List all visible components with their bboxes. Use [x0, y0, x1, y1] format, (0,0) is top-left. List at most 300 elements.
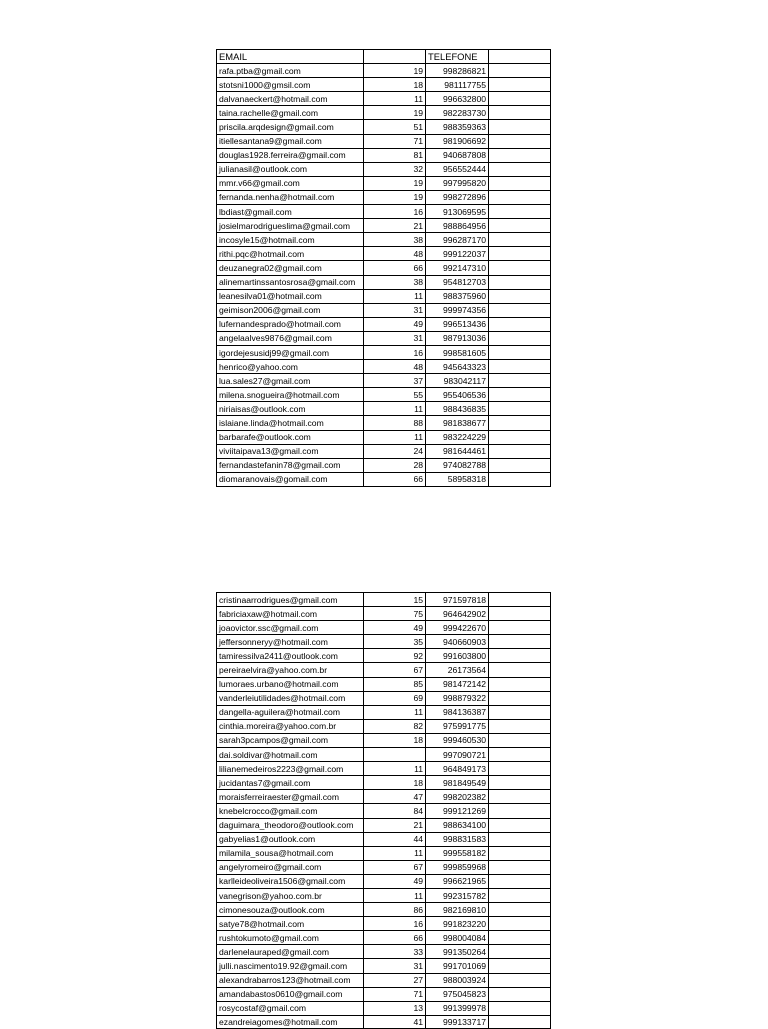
empty-cell [489, 430, 551, 444]
area-code-cell: 18 [364, 78, 426, 92]
phone-cell: 991701069 [426, 959, 489, 973]
email-cell: lumoraes.urbano@hotmail.com [217, 677, 364, 691]
email-cell: julianasil@outlook.com [217, 162, 364, 176]
phone-cell: 999133717 [426, 1015, 489, 1028]
email-cell: niriaisas@outlook.com [217, 402, 364, 416]
area-code-cell: 88 [364, 416, 426, 430]
email-cell: dangella-aguilera@hotmail.com [217, 705, 364, 719]
table-row [217, 472, 551, 486]
email-cell: tamiressilva2411@outlook.com [217, 649, 364, 663]
area-code-cell: 24 [364, 444, 426, 458]
empty-cell [489, 458, 551, 472]
table-row [217, 663, 551, 677]
area-code-cell: 32 [364, 162, 426, 176]
contacts-table-1-body [217, 50, 551, 487]
email-cell: igordejesusidj99@gmail.com [217, 345, 364, 359]
phone-cell: 998272896 [426, 190, 489, 204]
email-cell: julli.nascimento19.92@gmail.com [217, 959, 364, 973]
table-row [217, 621, 551, 635]
empty-cell [489, 219, 551, 233]
table-row [217, 92, 551, 106]
table-row [217, 790, 551, 804]
empty-cell [489, 205, 551, 219]
email-cell: cristinaarrodrigues@gmail.com [217, 593, 364, 607]
table-row [217, 607, 551, 621]
phone-cell: 988634100 [426, 818, 489, 832]
area-code-cell [364, 748, 426, 762]
phone-cell: 981838677 [426, 416, 489, 430]
table-row [217, 148, 551, 162]
email-cell: milamila_sousa@hotmail.com [217, 846, 364, 860]
area-code-cell: 18 [364, 733, 426, 747]
area-code-cell: 11 [364, 846, 426, 860]
empty-cell [489, 959, 551, 973]
email-cell: cimonesouza@outlook.com [217, 903, 364, 917]
empty-cell [489, 931, 551, 945]
phone-cell: 955406536 [426, 388, 489, 402]
table-row [217, 190, 551, 204]
phone-cell: 981117755 [426, 78, 489, 92]
email-cell: lufernandesprado@hotmail.com [217, 317, 364, 331]
table-row [217, 134, 551, 148]
phone-cell: 991350264 [426, 945, 489, 959]
table-row [217, 846, 551, 860]
email-cell: vanderleiutilidades@hotmail.com [217, 691, 364, 705]
empty-cell [489, 917, 551, 931]
phone-cell: 975045823 [426, 987, 489, 1001]
phone-cell: 997995820 [426, 176, 489, 190]
phone-cell: 984136387 [426, 705, 489, 719]
empty-cell [489, 818, 551, 832]
table-row [217, 945, 551, 959]
email-cell: alinemartinssantosrosa@gmail.com [217, 275, 364, 289]
email-cell: rushtokumoto@gmail.com [217, 931, 364, 945]
empty-cell [489, 649, 551, 663]
email-cell: sarah3pcampos@gmail.com [217, 733, 364, 747]
area-code-cell: 13 [364, 1001, 426, 1015]
phone-cell: 998202382 [426, 790, 489, 804]
email-cell: knebelcrocco@gmail.com [217, 804, 364, 818]
table-row [217, 176, 551, 190]
code-column-header [364, 50, 426, 64]
empty-cell [489, 317, 551, 331]
table-row [217, 233, 551, 247]
area-code-cell: 35 [364, 635, 426, 649]
email-cell: jucidantas7@gmail.com [217, 776, 364, 790]
empty-cell [489, 973, 551, 987]
phone-cell: 981849549 [426, 776, 489, 790]
table-row [217, 345, 551, 359]
area-code-cell: 86 [364, 903, 426, 917]
extra-column-header [489, 50, 551, 64]
table-row [217, 705, 551, 719]
area-code-cell: 31 [364, 959, 426, 973]
phone-cell: 998879322 [426, 691, 489, 705]
email-cell: deuzanegra02@gmail.com [217, 261, 364, 275]
header-row [217, 50, 551, 64]
table-row [217, 762, 551, 776]
phone-cell: 981472142 [426, 677, 489, 691]
phone-cell: 971597818 [426, 593, 489, 607]
table-row [217, 402, 551, 416]
table-row [217, 219, 551, 233]
phone-cell: 999122037 [426, 247, 489, 261]
empty-cell [489, 374, 551, 388]
area-code-cell: 49 [364, 317, 426, 331]
table-row [217, 444, 551, 458]
area-code-cell: 19 [364, 106, 426, 120]
email-cell: priscila.arqdesign@gmail.com [217, 120, 364, 134]
email-cell: henrico@yahoo.com [217, 360, 364, 374]
empty-cell [489, 444, 551, 458]
email-cell: ezandreiagomes@hotmail.com [217, 1015, 364, 1028]
empty-cell [489, 832, 551, 846]
phone-cell: 982283730 [426, 106, 489, 120]
area-code-cell: 84 [364, 804, 426, 818]
table-row [217, 931, 551, 945]
area-code-cell: 11 [364, 92, 426, 106]
table-row [217, 458, 551, 472]
area-code-cell: 66 [364, 261, 426, 275]
empty-cell [489, 360, 551, 374]
email-cell: mmr.v66@gmail.com [217, 176, 364, 190]
table-row [217, 874, 551, 888]
contacts-table-1 [216, 49, 551, 487]
empty-cell [489, 903, 551, 917]
phone-cell: 988864956 [426, 219, 489, 233]
empty-cell [489, 1015, 551, 1028]
phone-cell: 964849173 [426, 762, 489, 776]
email-cell: daguimara_theodoro@outlook.com [217, 818, 364, 832]
area-code-cell: 28 [364, 458, 426, 472]
email-cell: itiellesantana9@gmail.com [217, 134, 364, 148]
email-cell: barbarafe@outlook.com [217, 430, 364, 444]
phone-cell: 981644461 [426, 444, 489, 458]
table-row [217, 748, 551, 762]
empty-cell [489, 289, 551, 303]
area-code-cell: 11 [364, 430, 426, 444]
phone-cell: 975991775 [426, 719, 489, 733]
email-cell: taina.rachelle@gmail.com [217, 106, 364, 120]
phone-cell: 997090721 [426, 748, 489, 762]
area-code-cell: 55 [364, 388, 426, 402]
phone-cell: 954812703 [426, 275, 489, 289]
area-code-cell: 82 [364, 719, 426, 733]
area-code-cell: 71 [364, 987, 426, 1001]
email-cell: rithi.pqc@hotmail.com [217, 247, 364, 261]
phone-cell: 999460530 [426, 733, 489, 747]
area-code-cell: 31 [364, 303, 426, 317]
phone-cell: 999422670 [426, 621, 489, 635]
table-row [217, 818, 551, 832]
email-cell: josielmarodrigueslima@gmail.com [217, 219, 364, 233]
email-cell: gabyelias1@outlook.com [217, 832, 364, 846]
empty-cell [489, 106, 551, 120]
phone-cell: 940660903 [426, 635, 489, 649]
empty-cell [489, 621, 551, 635]
email-cell: angelaalves9876@gmail.com [217, 331, 364, 345]
phone-cell: 988003924 [426, 973, 489, 987]
table-row [217, 289, 551, 303]
empty-cell [489, 635, 551, 649]
area-code-cell: 51 [364, 120, 426, 134]
area-code-cell: 18 [364, 776, 426, 790]
table-row [217, 78, 551, 92]
email-cell: leanesilva01@hotmail.com [217, 289, 364, 303]
table-row [217, 593, 551, 607]
area-code-cell: 27 [364, 973, 426, 987]
table-row [217, 1001, 551, 1015]
table-row [217, 303, 551, 317]
table-row [217, 973, 551, 987]
table-row [217, 917, 551, 931]
phone-cell: 974082788 [426, 458, 489, 472]
area-code-cell: 38 [364, 233, 426, 247]
email-cell: fernandastefanin78@gmail.com [217, 458, 364, 472]
empty-cell [489, 846, 551, 860]
table-row [217, 261, 551, 275]
table-row [217, 804, 551, 818]
empty-cell [489, 733, 551, 747]
area-code-cell: 19 [364, 176, 426, 190]
area-code-cell: 67 [364, 860, 426, 874]
area-code-cell: 69 [364, 691, 426, 705]
empty-cell [489, 402, 551, 416]
area-code-cell: 21 [364, 818, 426, 832]
phone-cell: 998004084 [426, 931, 489, 945]
table-row [217, 888, 551, 902]
email-cell: angelyromeiro@gmail.com [217, 860, 364, 874]
table-row [217, 832, 551, 846]
area-code-cell: 48 [364, 360, 426, 374]
area-code-cell: 44 [364, 832, 426, 846]
table-row [217, 776, 551, 790]
area-code-cell: 75 [364, 607, 426, 621]
empty-cell [489, 416, 551, 430]
phone-cell: 999859968 [426, 860, 489, 874]
area-code-cell: 11 [364, 402, 426, 416]
table-row [217, 959, 551, 973]
table-row [217, 275, 551, 289]
table-row [217, 430, 551, 444]
area-code-cell: 11 [364, 289, 426, 303]
area-code-cell: 81 [364, 148, 426, 162]
email-cell: incosyle15@hotmail.com [217, 233, 364, 247]
area-code-cell: 49 [364, 621, 426, 635]
email-cell: milena.snogueira@hotmail.com [217, 388, 364, 402]
email-cell: amandabastos0610@gmail.com [217, 987, 364, 1001]
table-row [217, 1015, 551, 1028]
email-cell: lua.sales27@gmail.com [217, 374, 364, 388]
table-row [217, 860, 551, 874]
table-row [217, 719, 551, 733]
email-cell: viviitaipava13@gmail.com [217, 444, 364, 458]
empty-cell [489, 987, 551, 1001]
area-code-cell: 67 [364, 663, 426, 677]
area-code-cell: 48 [364, 247, 426, 261]
table-row [217, 903, 551, 917]
email-cell: karlleideoliveira1506@gmail.com [217, 874, 364, 888]
phone-cell: 998286821 [426, 64, 489, 78]
email-cell: geimison2006@gmail.com [217, 303, 364, 317]
phone-cell: 983042117 [426, 374, 489, 388]
empty-cell [489, 247, 551, 261]
table-row [217, 64, 551, 78]
phone-cell: 998581605 [426, 345, 489, 359]
empty-cell [489, 162, 551, 176]
empty-cell [489, 303, 551, 317]
phone-column-header: TELEFONE [426, 50, 489, 64]
area-code-cell: 16 [364, 205, 426, 219]
phone-cell: 992147310 [426, 261, 489, 275]
table-row [217, 649, 551, 663]
table-row [217, 416, 551, 430]
area-code-cell: 19 [364, 190, 426, 204]
table-row [217, 677, 551, 691]
empty-cell [489, 607, 551, 621]
email-cell: cinthia.moreira@yahoo.com.br [217, 719, 364, 733]
empty-cell [489, 719, 551, 733]
email-column-header: EMAIL [217, 50, 364, 64]
empty-cell [489, 945, 551, 959]
contacts-table-2-body [217, 593, 551, 1029]
empty-cell [489, 691, 551, 705]
empty-cell [489, 677, 551, 691]
phone-cell: 982169810 [426, 903, 489, 917]
email-cell: darlenelauraped@gmail.com [217, 945, 364, 959]
area-code-cell: 37 [364, 374, 426, 388]
area-code-cell: 19 [364, 64, 426, 78]
empty-cell [489, 92, 551, 106]
table-row [217, 388, 551, 402]
empty-cell [489, 804, 551, 818]
table-row [217, 317, 551, 331]
table-row [217, 691, 551, 705]
email-cell: alexandrabarros123@hotmail.com [217, 973, 364, 987]
phone-cell: 988359363 [426, 120, 489, 134]
phone-cell: 988375960 [426, 289, 489, 303]
email-cell: stotsni1000@gmsil.com [217, 78, 364, 92]
empty-cell [489, 888, 551, 902]
email-cell: diomaranovais@gomail.com [217, 472, 364, 486]
email-cell: vanegrison@yahoo.com.br [217, 888, 364, 902]
empty-cell [489, 233, 551, 247]
area-code-cell: 92 [364, 649, 426, 663]
email-cell: lilianemedeiros2223@gmail.com [217, 762, 364, 776]
phone-cell: 999121269 [426, 804, 489, 818]
area-code-cell: 15 [364, 593, 426, 607]
empty-cell [489, 874, 551, 888]
phone-cell: 988436835 [426, 402, 489, 416]
empty-cell [489, 64, 551, 78]
table-row [217, 733, 551, 747]
empty-cell [489, 1001, 551, 1015]
area-code-cell: 71 [364, 134, 426, 148]
email-cell: fernanda.nenha@hotmail.com [217, 190, 364, 204]
phone-cell: 981906692 [426, 134, 489, 148]
area-code-cell: 21 [364, 219, 426, 233]
phone-cell: 999974356 [426, 303, 489, 317]
email-cell: moraisferreiraester@gmail.com [217, 790, 364, 804]
empty-cell [489, 705, 551, 719]
phone-cell: 58958318 [426, 472, 489, 486]
phone-cell: 940687808 [426, 148, 489, 162]
phone-cell: 996287170 [426, 233, 489, 247]
email-cell: lbdiast@gmail.com [217, 205, 364, 219]
email-cell: fabriciaxaw@hotmail.com [217, 607, 364, 621]
area-code-cell: 11 [364, 762, 426, 776]
table-row [217, 331, 551, 345]
phone-cell: 964642902 [426, 607, 489, 621]
email-cell: dalvanaeckert@hotmail.com [217, 92, 364, 106]
empty-cell [489, 776, 551, 790]
phone-cell: 996632800 [426, 92, 489, 106]
phone-cell: 945643323 [426, 360, 489, 374]
area-code-cell: 16 [364, 917, 426, 931]
table-row [217, 360, 551, 374]
area-code-cell: 49 [364, 874, 426, 888]
area-code-cell: 38 [364, 275, 426, 289]
phone-cell: 26173564 [426, 663, 489, 677]
area-code-cell: 16 [364, 345, 426, 359]
area-code-cell: 31 [364, 331, 426, 345]
empty-cell [489, 790, 551, 804]
email-cell: rosycostaf@gmail.com [217, 1001, 364, 1015]
phone-cell: 992315782 [426, 888, 489, 902]
empty-cell [489, 762, 551, 776]
phone-cell: 956552444 [426, 162, 489, 176]
empty-cell [489, 176, 551, 190]
email-cell: joaovictor.ssc@gmail.com [217, 621, 364, 635]
table-row [217, 205, 551, 219]
area-code-cell: 47 [364, 790, 426, 804]
email-cell: pereiraelvira@yahoo.com.br [217, 663, 364, 677]
email-cell: douglas1928.ferreira@gmail.com [217, 148, 364, 162]
empty-cell [489, 261, 551, 275]
phone-cell: 996513436 [426, 317, 489, 331]
phone-cell: 991399978 [426, 1001, 489, 1015]
phone-cell: 991603800 [426, 649, 489, 663]
area-code-cell: 85 [364, 677, 426, 691]
area-code-cell: 66 [364, 472, 426, 486]
empty-cell [489, 663, 551, 677]
phone-cell: 998831583 [426, 832, 489, 846]
phone-cell: 913069595 [426, 205, 489, 219]
area-code-cell: 11 [364, 888, 426, 902]
contacts-table-2 [216, 592, 551, 1029]
email-cell: satye78@hotmail.com [217, 917, 364, 931]
empty-cell [489, 148, 551, 162]
table-row [217, 635, 551, 649]
empty-cell [489, 860, 551, 874]
table-row [217, 987, 551, 1001]
email-cell: islaiane.linda@hotmail.com [217, 416, 364, 430]
email-cell: rafa.ptba@gmail.com [217, 64, 364, 78]
empty-cell [489, 275, 551, 289]
phone-cell: 991823220 [426, 917, 489, 931]
table-row [217, 374, 551, 388]
phone-cell: 987913036 [426, 331, 489, 345]
email-cell: jeffersonneryy@hotmail.com [217, 635, 364, 649]
table-row [217, 106, 551, 120]
area-code-cell: 11 [364, 705, 426, 719]
empty-cell [489, 120, 551, 134]
empty-cell [489, 388, 551, 402]
empty-cell [489, 593, 551, 607]
phone-cell: 999558182 [426, 846, 489, 860]
empty-cell [489, 134, 551, 148]
table-row [217, 120, 551, 134]
